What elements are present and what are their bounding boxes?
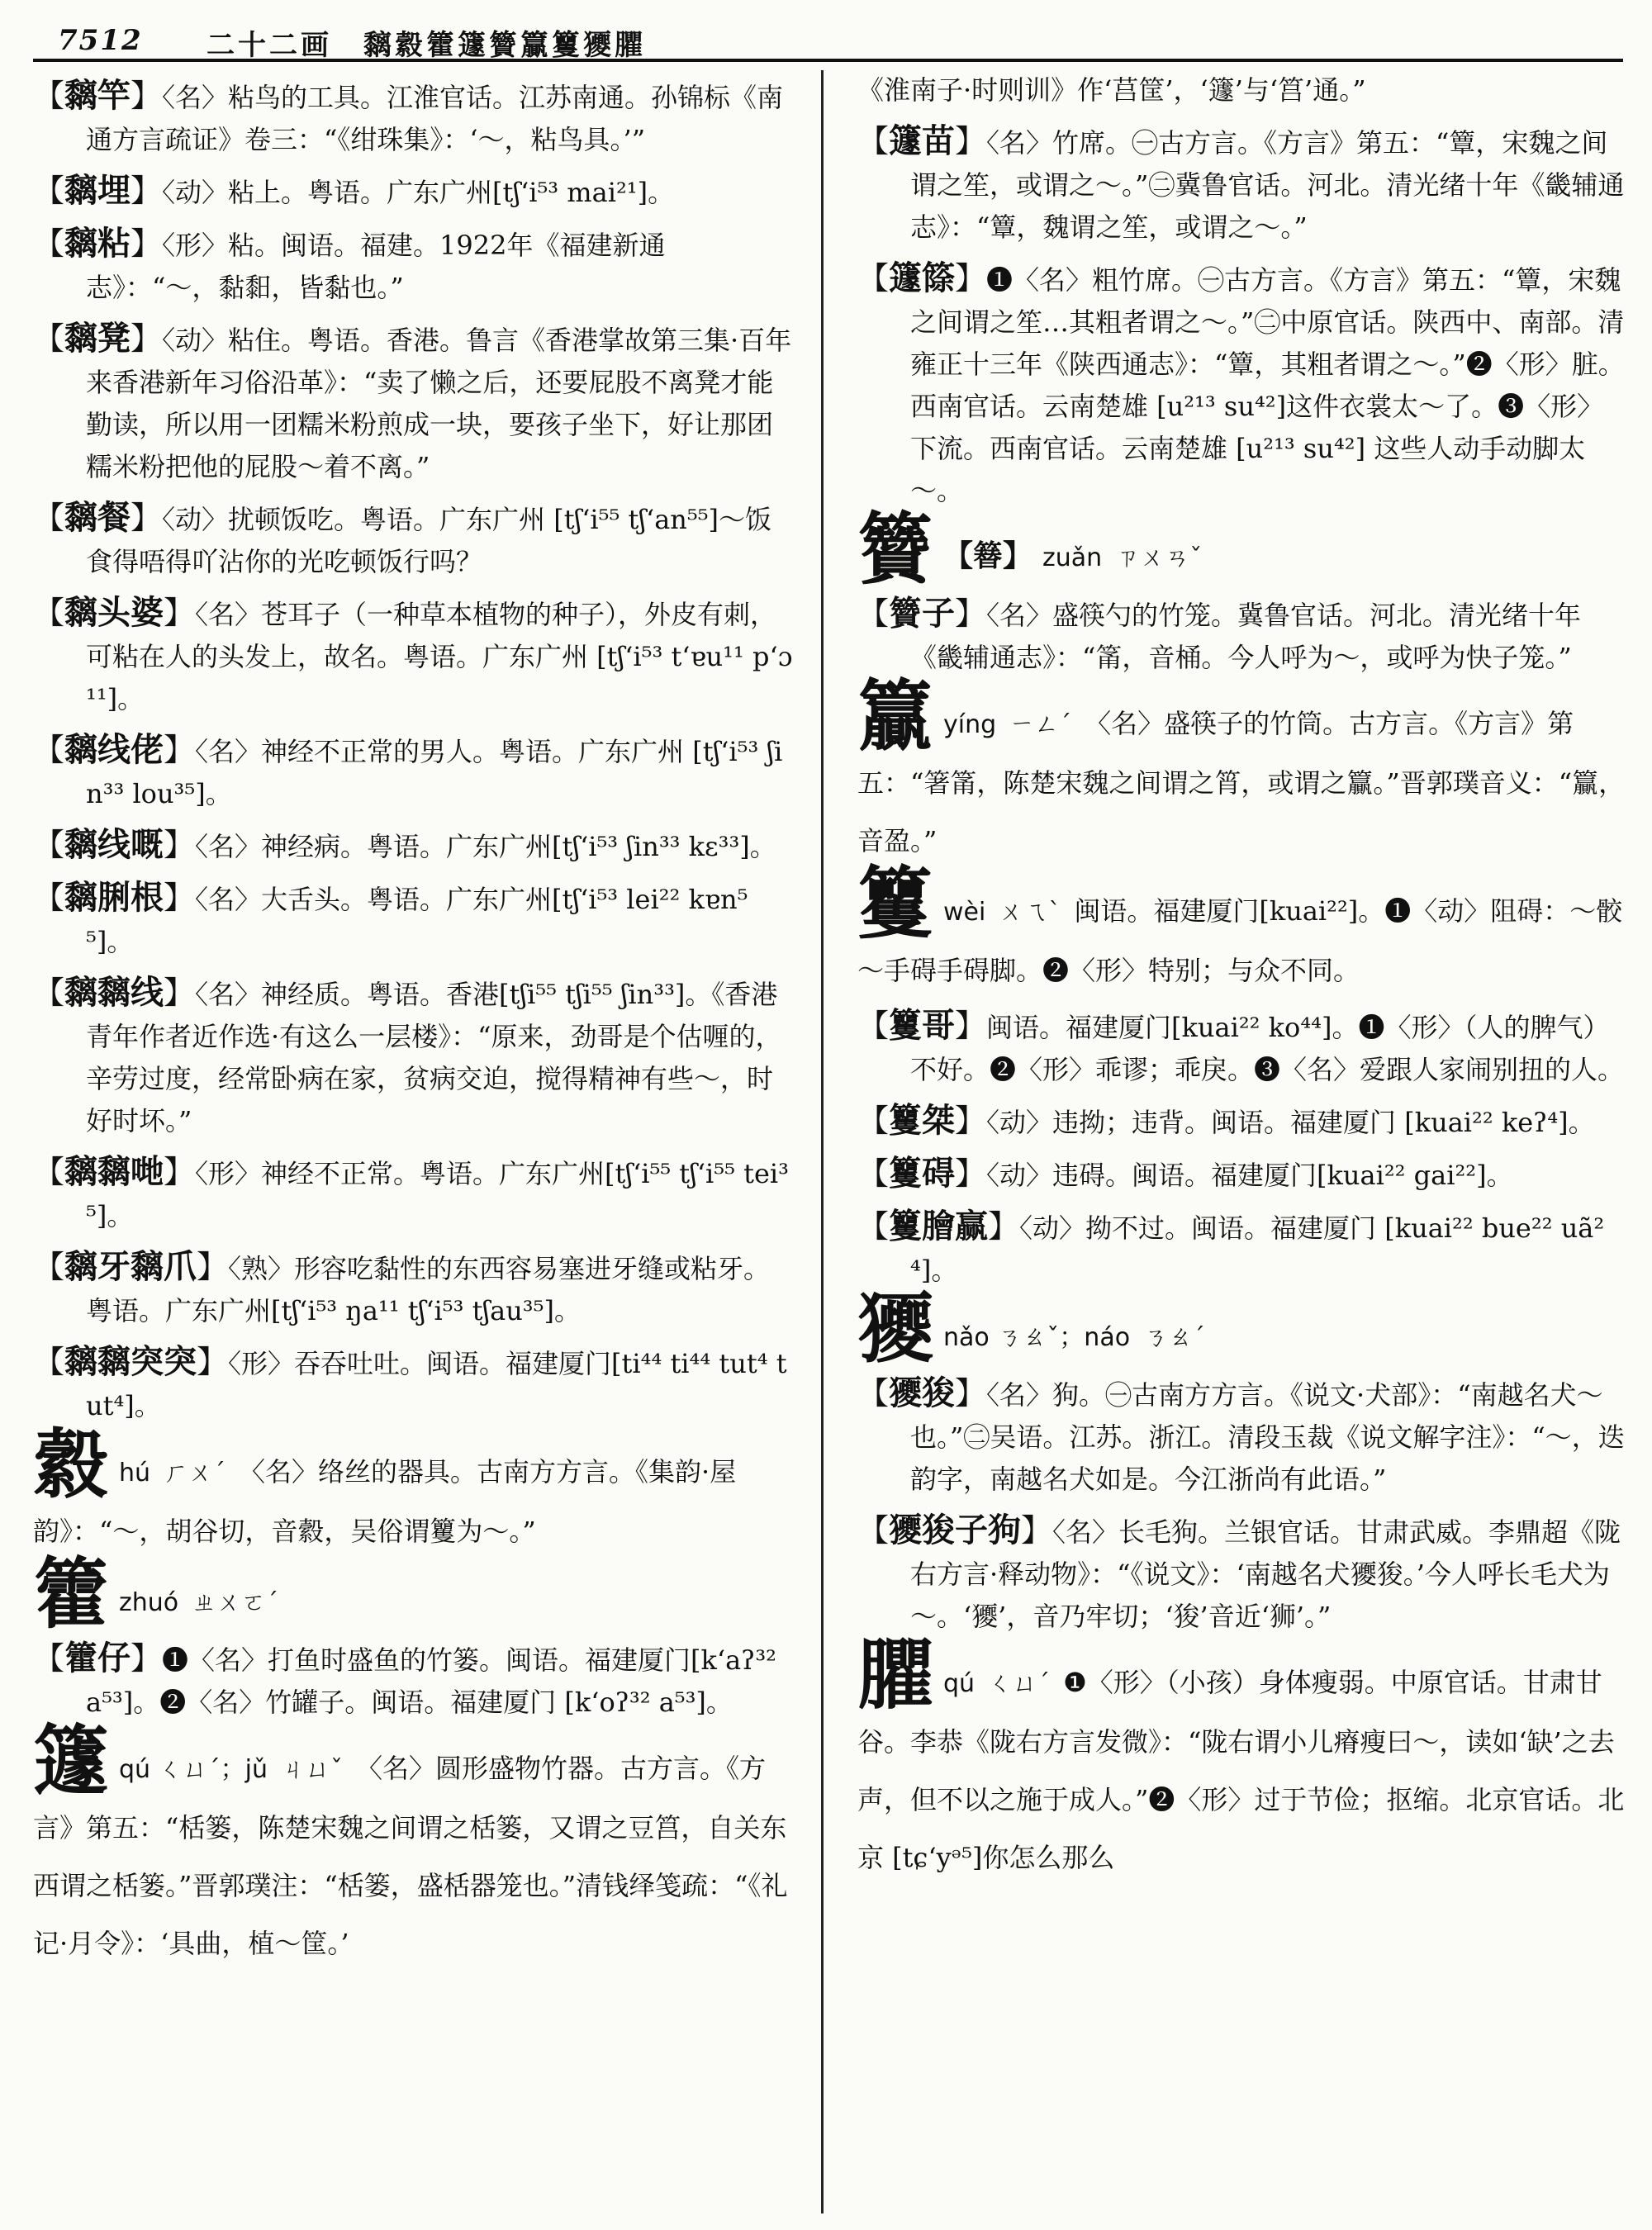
character-heading — [857, 671, 1626, 870]
open-bracket: 【 — [33, 1344, 65, 1380]
column-divider — [821, 70, 824, 2213]
page-number: 7512 — [58, 24, 143, 57]
close-bracket: 】 — [988, 1208, 1020, 1245]
pinyin: hú — [119, 1459, 151, 1487]
entry-definition: 〈动〉违碍。闽语。福建厦门[kuai²² gai²²]。 — [986, 1160, 1513, 1191]
head-character: 籰 — [857, 859, 934, 948]
pinyin: nǎo ㄋㄠˇ；náo — [943, 1323, 1131, 1352]
dictionary-entry — [33, 74, 793, 161]
open-bracket: 【 — [33, 827, 65, 863]
open-bracket: 【 — [857, 123, 890, 159]
running-title: 二十二画 黐縠籗籧籫籯籰獿臞 — [206, 29, 646, 62]
entry-headword: 籰哥 — [889, 1006, 956, 1045]
close-bracket: 】 — [164, 1154, 196, 1190]
open-bracket: 【 — [33, 880, 65, 916]
character-definition: 〈名〉盛筷子的竹筒。古方言。《方言》第五：“箸筩，陈楚宋魏之间谓之筲，或谓之籯。”晋郭璞音义：“籯，音盈。” — [857, 708, 1626, 856]
character-definition: 〈名〉圆形盛物竹器。古方言。《方言》第五：“栝篓，陈楚宋魏之间谓之栝篓，又谓之豆筥，自关东西谓之栝篓。”晋郭璞注：“栝篓，盛栝器笼也。”清钱绎笺疏：“《礼记·月令》：‘具曲，植～筐。’ — [33, 1753, 788, 1959]
close-bracket: 】 — [164, 827, 196, 863]
character-definition: ❶〈形〉（小孩）身体瘦弱。中原官话。甘肃甘谷。李恭《陇右方言发微》：“陇右谓小儿瘠瘦曰～，读如‘缺’之去声，但不以之施于成人。”❷〈形〉过于节俭；抠缩。北京官话。北京 [tɕʻyᵊ⁵]你怎么那么 — [857, 1667, 1625, 1873]
close-bracket: 】 — [955, 1103, 987, 1139]
open-bracket: 【 — [857, 1512, 890, 1549]
entry-definition: 〈动〉违拗；违背。闽语。福建厦门 [kuai²² keʔ⁴]。 — [986, 1107, 1595, 1138]
close-bracket: 】 — [164, 732, 196, 768]
open-bracket: 【 — [33, 1640, 65, 1677]
open-bracket: 【 — [33, 1249, 65, 1285]
dictionary-entry — [33, 169, 793, 214]
entry-headword: 黐牙黐爪 — [64, 1247, 197, 1286]
character-heading — [33, 1549, 793, 1639]
character-heading — [857, 505, 1626, 594]
entry-headword: 黐粘 — [64, 224, 131, 263]
entry-continuation: 《淮南子·时则训》作‘莒筐’，‘籧’与‘筥’通。” — [857, 74, 1366, 106]
entry-headword: 黐竿 — [64, 76, 131, 115]
entry-headword: 獿狻子狗 — [889, 1511, 1022, 1549]
character-heading — [857, 1630, 1626, 1886]
entry-headword: 黐餐 — [64, 498, 131, 537]
dictionary-entry — [857, 120, 1626, 249]
dictionary-entry — [857, 1509, 1626, 1638]
open-bracket: 【 — [857, 1375, 890, 1412]
entry-definition: 〈名〉盛筷勺的竹笼。冀鲁官话。河北。清光绪十年《畿辅通志》：“筩，音桶。今人呼为～，或呼为快子笼。” — [910, 600, 1582, 673]
close-bracket: 】 — [197, 1249, 229, 1285]
entry-headword: 籰膾赢 — [889, 1207, 989, 1245]
entry-definition: ❶〈名〉打鱼时盛鱼的竹篓。闽语。福建厦门[kʻaʔ³² a⁵³]。❷〈名〉竹罐子。闽语。福建厦门 [kʻoʔ³² a⁵³]。 — [86, 1644, 776, 1718]
close-bracket: 】 — [131, 1640, 163, 1677]
dictionary-entry — [857, 1372, 1626, 1501]
open-bracket: 【 — [33, 1154, 65, 1190]
dictionary-entry — [33, 317, 793, 488]
zhuyin: ㄑㄩˊ — [988, 1669, 1051, 1698]
zhuyin: ㄓㄨㄛˊ — [192, 1588, 279, 1617]
entry-headword: 獿狻 — [889, 1374, 956, 1412]
entry-headword: 黐脷根 — [64, 878, 164, 917]
open-bracket: 【 — [33, 500, 65, 536]
head-character: 縠 — [33, 1420, 110, 1509]
character-heading — [857, 859, 1626, 999]
pinyin: qú — [943, 1669, 976, 1698]
head-character: 臞 — [857, 1630, 934, 1720]
entry-headword: 籰桀 — [889, 1101, 956, 1140]
entry-definition: ❶〈名〉粗竹席。㊀古方言。《方言》第五：“簟，宋魏之间谓之笙…其粗者谓之～。”㊁中原官话。陕西中、南部。清雍正十三年《陕西通志》：“簟，其粗者谓之～。”❷〈形〉脏。西南官话。云南楚雄 [u²¹³ su⁴²]这件衣裳太～了。❸〈形〉下流。西南官话。云南楚雄 [u²¹³ su⁴²] 这些人动手动脚太～。 — [910, 264, 1625, 506]
head-character: 獿 — [857, 1284, 934, 1374]
entry-definition: 〈名〉竹席。㊀古方言。《方言》第五：“簟，宋魏之间谓之笙，或谓之～。”㊁冀鲁官话。河北。清光绪十年《畿辅通志》：“簟，魏谓之笙，或谓之～。” — [910, 127, 1625, 243]
close-bracket: 】 — [955, 123, 987, 159]
close-bracket: 】 — [131, 320, 163, 357]
pinyin: yíng — [943, 710, 997, 739]
dictionary-entry — [857, 257, 1626, 512]
close-bracket: 】 — [955, 1155, 987, 1192]
entry-headword: 黐头婆 — [64, 593, 164, 632]
zhuyin: ㄐㄩˇ — [280, 1755, 343, 1784]
dictionary-entry — [33, 728, 793, 815]
entry-definition: 〈名〉粘鸟的工具。江淮官话。江苏南通。孙锦标《南通方言疏证》卷三：“《绀珠集》：‘～，粘鸟具。’” — [86, 82, 784, 155]
entry-definition: 〈动〉粘上。粤语。广东广州[tʃʻi⁵³ mai²¹]。 — [162, 177, 675, 208]
right-column — [857, 74, 1626, 2213]
dictionary-entry — [33, 971, 793, 1142]
head-character: 籧 — [33, 1716, 110, 1805]
dictionary-entry — [857, 1152, 1626, 1197]
character-heading — [33, 1420, 793, 1560]
entry-headword: 黐黐线 — [64, 973, 164, 1012]
zhuyin: ㄧㄥˊ — [1009, 710, 1072, 739]
page-header — [33, 21, 1623, 62]
character-heading — [857, 1284, 1626, 1374]
entry-definition: 〈形〉粘。闽语。福建。1922年《福建新通志》：“～，黏䵒，皆黏也。” — [86, 230, 666, 303]
variant-character: 【簮】 — [943, 539, 1033, 573]
entry-headword: 籧苗 — [889, 121, 956, 160]
dictionary-entry — [33, 876, 793, 963]
close-bracket: 】 — [164, 880, 196, 916]
zhuyin: ㄋㄠˊ — [1143, 1323, 1206, 1352]
entry-definition: 〈动〉粘住。粤语。香港。鲁言《香港掌故第三集·百年来香港新年习俗沿革》：“卖了懒之后，还要屁股不离凳才能勤读，所以用一团糯米粉煎成一块，要孩子坐下，好让那团糯米粉把他的屁股～着不离。” — [86, 325, 792, 482]
close-bracket: 】 — [955, 1375, 987, 1412]
open-bracket: 【 — [857, 595, 890, 632]
zhuyin: ㄗㄨㄢˇ — [1115, 543, 1203, 572]
entry-definition: 〈动〉拗不过。闽语。福建厦门 [kuai²² bue²² uã²⁴]。 — [910, 1212, 1605, 1286]
close-bracket: 】 — [955, 1008, 987, 1044]
dictionary-entry — [33, 1340, 793, 1427]
zhuyin: ㄨㄟˋ — [999, 898, 1061, 927]
head-character: 籫 — [857, 505, 934, 594]
open-bracket: 【 — [33, 225, 65, 262]
dictionary-entry — [857, 1004, 1626, 1091]
character-definition: 闽语。福建厦门[kuai²²]。❶〈动〉阻碍：～骹～手碍手碍脚。❷〈形〉特别；与众不同。 — [857, 895, 1623, 986]
open-bracket: 【 — [857, 1103, 890, 1139]
entry-definition: 〈形〉吞吞吐吐。闽语。福建厦门[ti⁴⁴ ti⁴⁴ tut⁴ tut⁴]。 — [86, 1348, 787, 1421]
left-column — [33, 74, 793, 2213]
open-bracket: 【 — [857, 260, 890, 297]
entry-headword: 籧篨 — [889, 259, 956, 297]
entry-headword: 黐线嘅 — [64, 825, 164, 864]
head-character: 籗 — [33, 1549, 110, 1639]
character-heading — [33, 1716, 793, 1972]
entry-definition: 〈名〉大舌头。粤语。广东广州[tʃʻi⁵³ lei²² kɐn⁵⁵]。 — [86, 884, 748, 957]
entry-definition: 〈名〉神经质。粤语。香港[tʃi⁵⁵ tʃi⁵⁵ ʃin³³]。《香港青年作者近作选·有这么一层楼》：“原来，劲哥是个估喱的，辛劳过度，经常卧病在家，贫病交迫，搅得精神有些～，时好时坏。” — [86, 979, 782, 1136]
entry-headword: 黐埋 — [64, 171, 131, 210]
entry-headword: 黐黐突突 — [64, 1342, 197, 1381]
entry-definition: 〈动〉扰顿饭吃。粤语。广东广州 [tʃʻi⁵⁵ tʃʻan⁵⁵]～饭食得唔得吖沾你的光吃顿饭行吗？ — [86, 504, 772, 577]
pinyin: zuǎn — [1042, 543, 1103, 572]
pinyin: wèi — [943, 898, 986, 927]
close-bracket: 】 — [955, 260, 987, 297]
open-bracket: 【 — [33, 320, 65, 357]
entry-definition: 〈名〉神经不正常的男人。粤语。广东广州 [tʃʻi⁵³ ʃin³³ lou³⁵]。 — [86, 736, 783, 809]
open-bracket: 【 — [857, 1008, 890, 1044]
close-bracket: 】 — [1021, 1512, 1053, 1549]
open-bracket: 【 — [33, 595, 65, 631]
pinyin: zhuó — [119, 1588, 179, 1617]
entry-definition: 〈形〉神经不正常。粤语。广东广州[tʃʻi⁵⁵ tʃʻi⁵⁵ tei³⁵]。 — [86, 1158, 789, 1231]
entry-headword: 黐凳 — [64, 319, 131, 358]
close-bracket: 】 — [197, 1344, 229, 1380]
zhuyin: ㄏㄨˊ — [164, 1459, 226, 1487]
entry-definition: 〈名〉苍耳子（一种草本植物的种子），外皮有刺，可粘在人的头发上，故名。粤语。广东广州 [tʃʻi⁵³ tʻɐu¹¹ pʻɔ¹¹]。 — [86, 599, 793, 714]
entry-headword: 黐线佬 — [64, 730, 164, 769]
open-bracket: 【 — [33, 732, 65, 768]
dictionary-entry — [33, 591, 793, 720]
close-bracket: 】 — [164, 595, 196, 631]
close-bracket: 】 — [131, 500, 163, 536]
entry-headword: 黐黐哋 — [64, 1152, 164, 1191]
close-bracket: 】 — [131, 225, 163, 262]
entry-definition: 〈名〉长毛狗。兰银官话。甘肃武威。李鼎超《陇右方言·释动物》：“《说文》：‘南越名犬獿狻。’今人呼长毛犬为～。‘獿’，音乃牢切；‘狻’音近‘狮’。” — [910, 1516, 1621, 1632]
dictionary-entry — [33, 1245, 793, 1332]
entry-definition: 〈名〉神经病。粤语。广东广州[tʃʻi⁵³ ʃin³³ kɛ³³]。 — [195, 831, 776, 862]
close-bracket: 】 — [955, 595, 987, 632]
dictionary-entry — [857, 592, 1626, 679]
entry-headword: 籫子 — [889, 594, 956, 633]
close-bracket: 】 — [131, 173, 163, 209]
close-bracket: 】 — [164, 975, 196, 1011]
open-bracket: 【 — [857, 1208, 890, 1245]
entry-definition: 闽语。福建厦门[kuai²² ko⁴⁴]。❶〈形〉（人的脾气）不好。❷〈形〉乖谬；乖戾。❸〈名〉爱跟人家闹别扭的人。 — [910, 1012, 1625, 1085]
head-character: 籯 — [857, 671, 934, 761]
open-bracket: 【 — [33, 78, 65, 114]
dictionary-entry — [33, 823, 793, 868]
entry-definition: 〈名〉狗。㊀古南方方言。《说文·犬部》：“南越名犬～也。”㊁吴语。江苏。浙江。清段玉裁《说文解字注》：“～，迭韵字，南越名犬如是。今江浙尚有此语。” — [910, 1379, 1625, 1495]
open-bracket: 【 — [33, 173, 65, 209]
entry-headword: 籰碍 — [889, 1154, 956, 1193]
dictionary-entry — [33, 222, 793, 309]
dictionary-entry — [857, 1099, 1626, 1144]
close-bracket: 】 — [131, 78, 163, 114]
entry-definition: 〈熟〉形容吃黏性的东西容易塞进牙缝或粘牙。粤语。广东广州[tʃʻi⁵³ ŋa¹¹ tʃʻi⁵³ tʃau³⁵]。 — [86, 1253, 771, 1326]
dictionary-entry — [857, 1205, 1626, 1292]
character-definition: 〈名〉络丝的器具。古南方方言。《集韵·屋韵》：“～，胡谷切，音縠，吴俗谓籰为～。” — [33, 1456, 737, 1547]
dictionary-entry — [33, 496, 793, 583]
pinyin: qú ㄑㄩˊ；jǔ — [119, 1755, 268, 1784]
open-bracket: 【 — [33, 975, 65, 1011]
dictionary-entry — [33, 1637, 793, 1724]
dictionary-entry — [33, 1151, 793, 1237]
entry-headword: 籗仔 — [64, 1639, 131, 1677]
open-bracket: 【 — [857, 1155, 890, 1192]
